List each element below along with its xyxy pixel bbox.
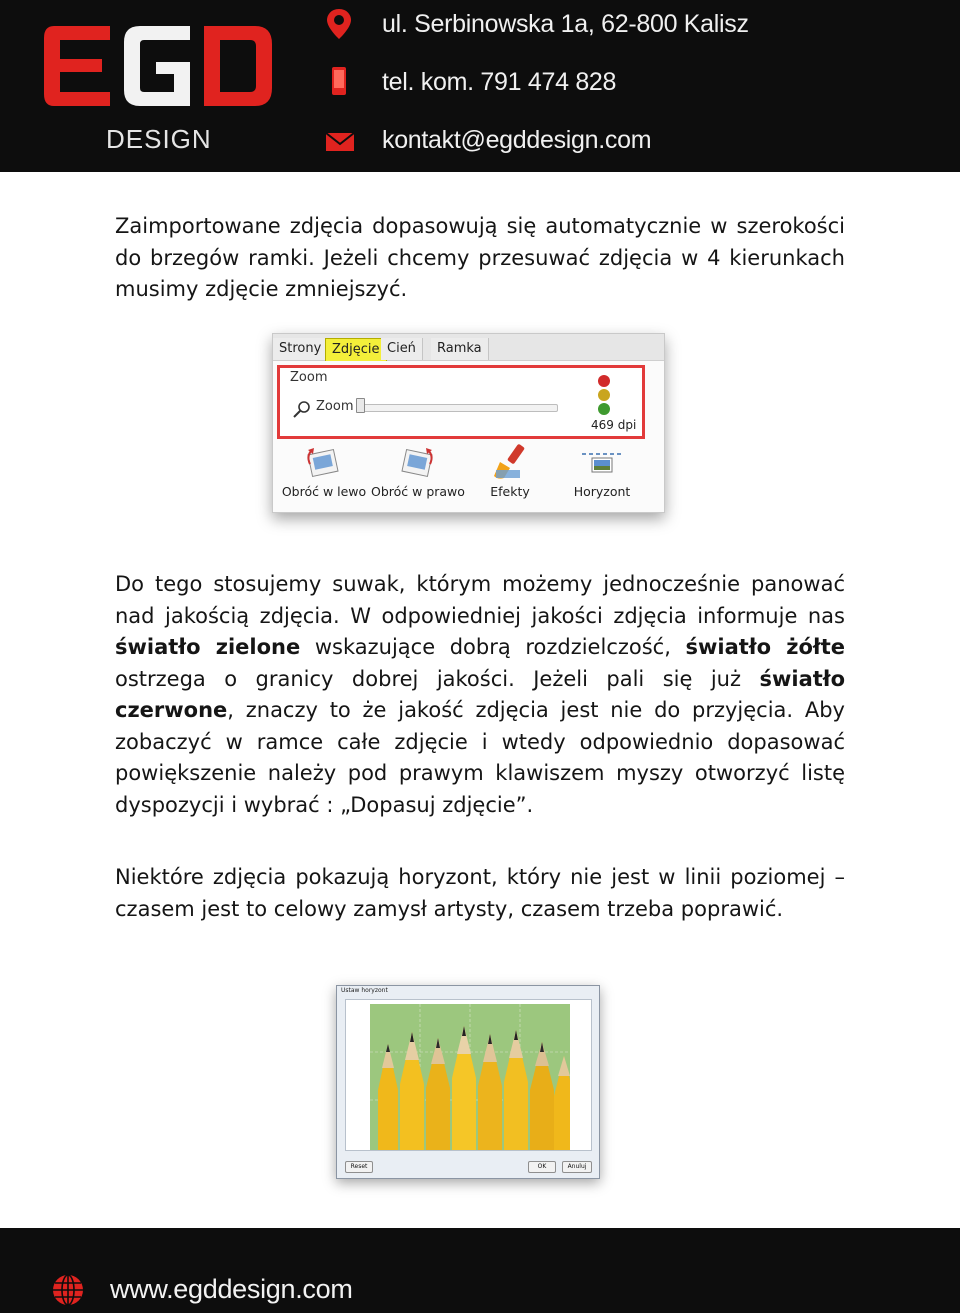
magnifier-icon bbox=[292, 400, 312, 424]
globe-icon bbox=[50, 1272, 86, 1312]
green-light-icon bbox=[598, 403, 610, 415]
para2-text-4: , znaczy to że jakość zdjęcia jest nie do przyjęcia. Aby zobaczyć w ramce całe zdjęcie i wtedy odpowiednio dopasować powiększenie należy pod prawym klawiszem myszy otworzyć listę dyspozycji i wybrać : „Dopasuj zdjęcie”. bbox=[115, 698, 845, 817]
zoom-slider-track[interactable] bbox=[356, 404, 558, 412]
rotate-left-button[interactable] bbox=[279, 442, 369, 504]
paint-brush-icon bbox=[488, 442, 532, 486]
horizon-icon bbox=[580, 442, 624, 486]
cancel-button[interactable]: Anuluj bbox=[562, 1161, 592, 1173]
para2-text-3: ostrzega o granicy dobrej jakości. Jeżeli pali się już bbox=[115, 666, 760, 691]
photo-toolbar-screenshot bbox=[272, 333, 665, 513]
rotate-right-icon bbox=[394, 442, 438, 486]
ok-button[interactable]: OK bbox=[528, 1161, 556, 1173]
effects-label: Efekty bbox=[490, 484, 530, 499]
logo-subtitle: DESIGN bbox=[106, 124, 212, 154]
red-light-term: światło czerwone bbox=[115, 666, 845, 722]
pencils-photo bbox=[370, 1004, 570, 1150]
para2-text-2: wskazujące dobrą rozdzielczość, bbox=[300, 635, 686, 659]
rotate-left-icon bbox=[302, 442, 346, 486]
paragraph-quality-lights bbox=[115, 569, 845, 821]
dialog-title: Ustaw horyzont bbox=[341, 987, 388, 994]
egd-logo bbox=[40, 18, 290, 154]
egd-logo-mark bbox=[40, 18, 290, 118]
header-bar bbox=[0, 0, 960, 172]
mobile-phone-icon bbox=[322, 67, 356, 97]
effects-button[interactable] bbox=[465, 442, 555, 504]
paragraph-horizon: Niektóre zdjęcia pokazują horyzont, który nie jest w linii poziomej – czasem jest to celowy zamysł artysty, czasem trzeba poprawić. bbox=[115, 865, 845, 921]
dialog-preview-frame bbox=[345, 999, 592, 1151]
rotate-right-label: Obróć w prawo bbox=[371, 484, 465, 499]
reset-button[interactable]: Reset bbox=[345, 1161, 373, 1173]
zoom-group-title: Zoom bbox=[290, 370, 328, 385]
paragraph-zoom-intro: Zaimportowane zdjęcia dopasowują się automatycznie w szerokości do brzegów ramki. Jeżeli chcemy przesuwać zdjęcia w 4 kierunkach musimy zdjęcie zmniejszyć. bbox=[115, 214, 845, 301]
phone-text: tel. kom. 791 474 828 bbox=[382, 67, 617, 96]
horizon-button[interactable] bbox=[557, 442, 647, 504]
zoom-slider-thumb[interactable] bbox=[356, 398, 365, 413]
quality-traffic-light bbox=[597, 374, 611, 416]
toolbar-tabs bbox=[273, 334, 664, 361]
website-link[interactable]: www.egddesign.com bbox=[110, 1274, 353, 1304]
tab-strony[interactable]: Strony bbox=[273, 338, 328, 360]
location-pin-icon bbox=[322, 9, 356, 39]
zoom-label: Zoom bbox=[316, 399, 354, 414]
contact-email bbox=[322, 122, 652, 158]
contact-phone bbox=[322, 64, 617, 100]
rotate-left-label: Obróć w lewo bbox=[281, 484, 367, 499]
yellow-light-term: światło żółte bbox=[685, 635, 845, 659]
rotate-right-button[interactable] bbox=[371, 442, 465, 504]
zoom-group bbox=[277, 365, 645, 439]
envelope-icon bbox=[322, 125, 356, 155]
dpi-readout: 469 dpi bbox=[591, 418, 637, 432]
yellow-light-icon bbox=[598, 389, 610, 401]
red-light-icon bbox=[598, 375, 610, 387]
tab-ramka[interactable]: Ramka bbox=[431, 338, 489, 360]
address-text: ul. Serbinowska 1a, 62-800 Kalisz bbox=[382, 9, 749, 38]
horizon-label: Horyzont bbox=[573, 484, 631, 499]
green-light-term: światło zielone bbox=[115, 635, 301, 659]
para2-text-1: Do tego stosujemy suwak, którym możemy jednocześnie panować nad jakością zdjęcia. W odpowiedniej jakości zdjęcia informuje nas bbox=[115, 572, 845, 628]
email-text: kontakt@egddesign.com bbox=[382, 125, 652, 154]
footer-bar bbox=[0, 1228, 960, 1313]
tab-zdjecie[interactable]: Zdjęcie bbox=[325, 338, 387, 361]
contact-address bbox=[322, 6, 749, 42]
tab-cien[interactable]: Cień bbox=[381, 338, 423, 360]
horizon-dialog-screenshot bbox=[336, 985, 600, 1179]
